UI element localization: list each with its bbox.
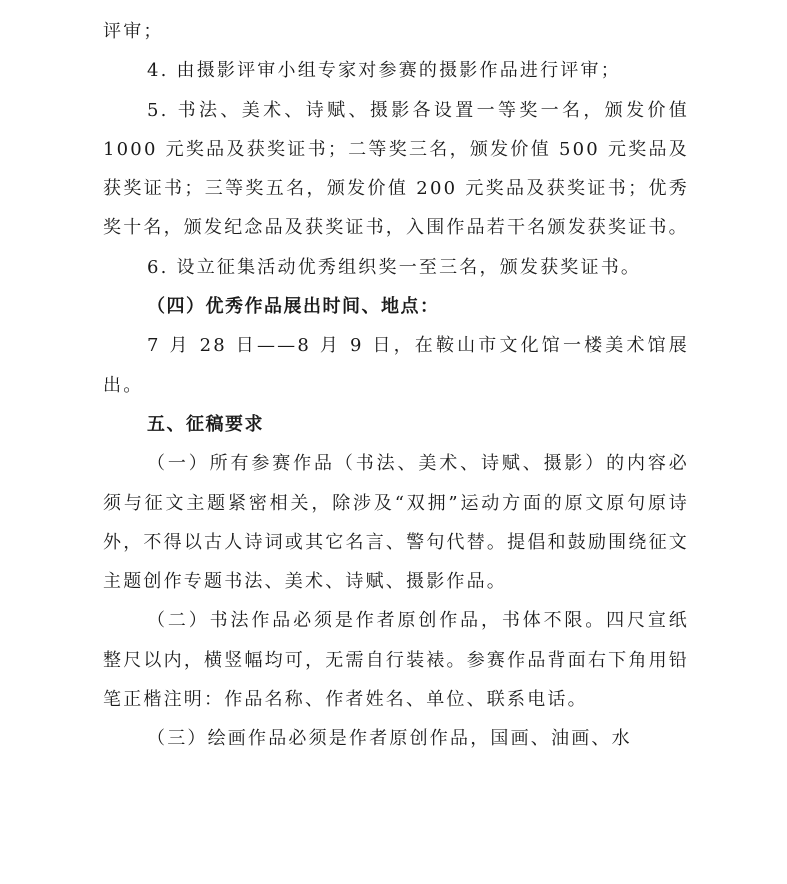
- paragraph-item-5-awards: 5. 书法、美术、诗赋、摄影各设置一等奖一名，颁发价值 1000 元奖品及获奖证书；二等奖三名，颁发价值 500 元奖品及获奖证书；三等奖五名，颁发价值 200 元奖品及获奖证书；优秀奖十名，颁发纪念品及获奖证书，入围作品若干名颁发获奖证书。: [103, 99, 689, 239]
- paragraph-requirement-2: （二）书法作品必须是作者原创作品，书体不限。四尺宣纸整尺以内，横竖幅均可，无需自行装裱。参赛作品背面右下角用铅笔正楷注明：作品名称、作者姓名、单位、联系电话。: [103, 610, 689, 711]
- heading-exhibition-time-place: （四）优秀作品展出时间、地点：: [147, 296, 440, 318]
- paragraph-review-continued: 评审；: [103, 21, 164, 42]
- paragraph-requirement-3: （三）绘画作品必须是作者原创作品，国画、油画、水: [147, 728, 632, 750]
- paragraph-item-6-organization-award: 6. 设立征集活动优秀组织奖一至三名，颁发获奖证书。: [147, 256, 642, 278]
- paragraph-exhibition-details: 7 月 28 日——8 月 9 日，在鞍山市文化馆一楼美术馆展出。: [103, 335, 689, 396]
- document-page: [103, 12, 689, 759]
- paragraph-requirement-1: （一）所有参赛作品（书法、美术、诗赋、摄影）的内容必须与征文主题紧密相关，除涉及“双拥”运动方面的原文原句原诗外，不得以古人诗词或其它名言、警句代替。提倡和鼓励围绕征文主题创作专题书法、美术、诗赋、摄影作品。: [103, 453, 689, 593]
- paragraph-item-4-photo-review: 4. 由摄影评审小组专家对参赛的摄影作品进行评审；: [147, 60, 621, 82]
- heading-submission-requirements: 五、征稿要求: [147, 413, 264, 435]
